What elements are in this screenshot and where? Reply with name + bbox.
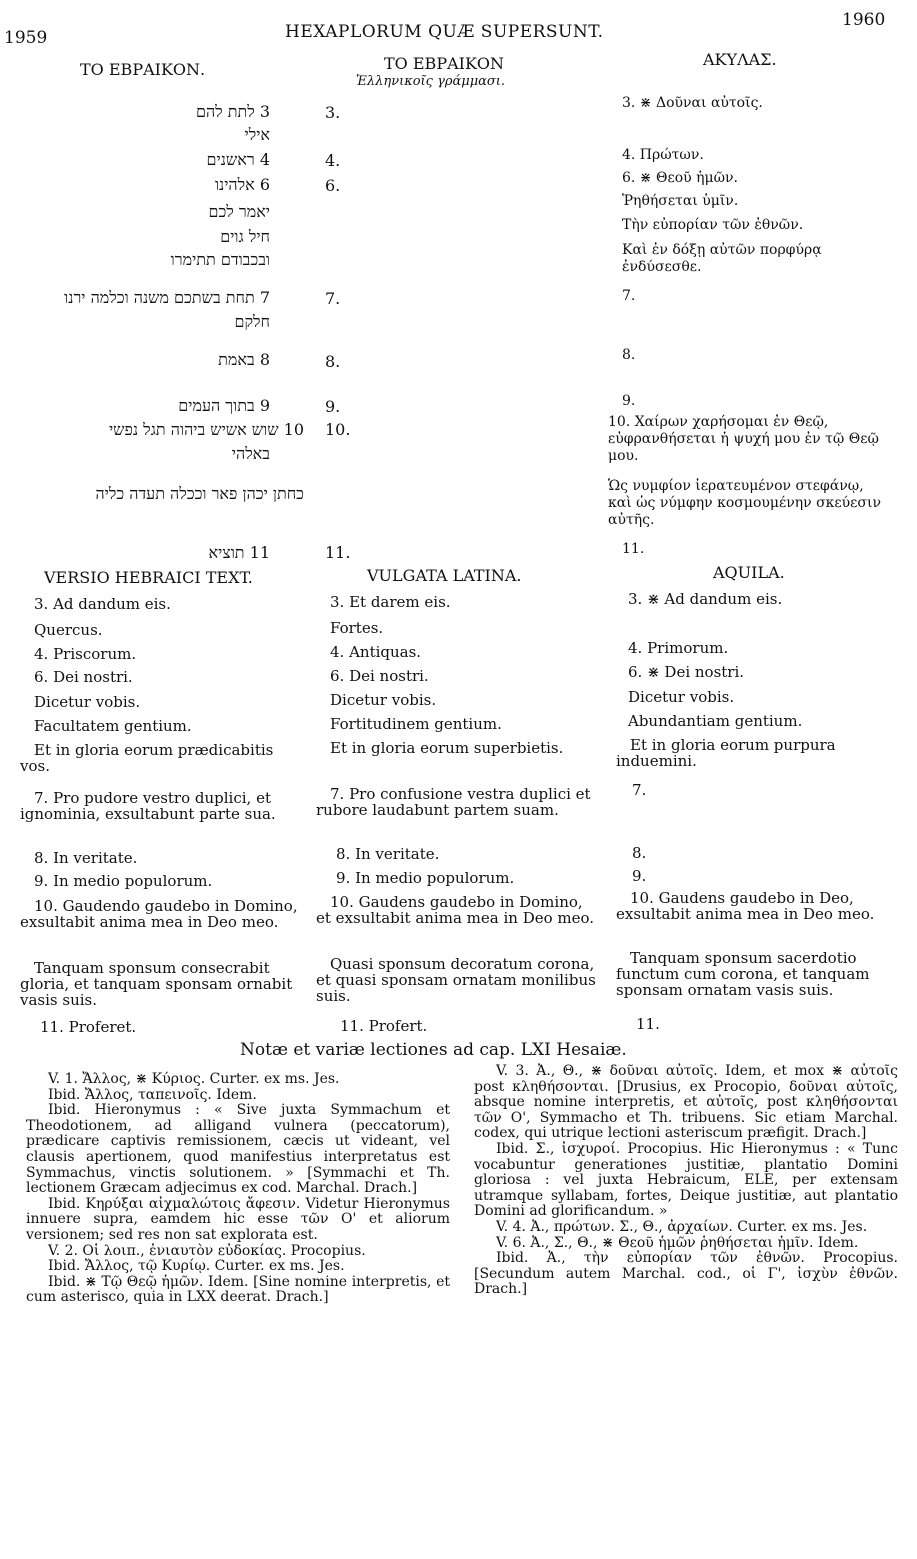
vulgata-line: 7. Pro confusione vestra duplici et rubore laudabunt partem suam.: [316, 785, 591, 819]
vulgata-line: 3. Et darem eis.: [330, 593, 451, 611]
note-paragraph: V. 2. Οἱ λοιπ., ἐνιαυτὸν εὐδοκίας. Procopius.: [48, 1242, 366, 1259]
note-paragraph: Ibid. ⋇ Τῷ Θεῷ ἡμῶν. Idem. [Sine nomine interpretis, et cum asterisco, quia in LXX deerat. Drach.]: [26, 1273, 450, 1306]
vulgata-line: Et in gloria eorum superbietis.: [330, 739, 564, 757]
aquila-greek-line: 3. ⋇ Δοῦναι αὐτοῖς.: [622, 95, 763, 111]
note-paragraph: Ibid. Hieronymus : « Sive juxta Symmachum et Theodotionem, ad alligand vulnera (peccatorum), prædicare captivis remissionem, cæcis ut videant, vel clausis apertionem, quod manifestius interpretatus est Symmachus, vinctis solutionem. » [Symmachi et Th. lectionem Græcam adjecimus ex cod. Marchal. Drach.]: [26, 1102, 450, 1197]
note-paragraph: Ibid. Σ., ἰσχυροί. Procopius. Hic Hieronymus : « Tunc vocabuntur generationes justitiæ, plantatio Domini gloriosa : vel juxta Hebraicum, ELE, per extensam utramque syllabam, fortes, Deique justitiæ, aut plantatio Domini ad glorificandum. »: [474, 1140, 898, 1220]
note-paragraph: Ibid. Ἄλλος, τῷ Κυρίῳ. Curter. ex ms. Jes.: [48, 1258, 345, 1275]
versio-line: Quercus.: [34, 621, 103, 639]
translit-verse-number: 8.: [325, 352, 341, 371]
vulgata-line: 10. Gaudens gaudebo in Domino, et exsultabit anima mea in Deo meo.: [316, 893, 595, 927]
aquila-greek-line: 8.: [622, 347, 636, 363]
aquila-greek-line: 11.: [622, 541, 645, 557]
versio-line: 10. Gaudendo gaudebo in Domino, exsultabit anima mea in Deo meo.: [20, 897, 298, 931]
aquila-greek-line: 7.: [622, 288, 636, 304]
notes-left-column: [26, 1072, 450, 1306]
versio-line: 3. Ad dandum eis.: [34, 595, 171, 613]
aquila-latin-column-head: AQUILA.: [713, 563, 785, 582]
hebrew-column-head: ΤΟ ΕΒΡΑΙΚΟΝ.: [80, 60, 206, 79]
vulgata-line: 4. Antiquas.: [330, 643, 422, 661]
hebrew-line: 10 שוש אשיש ביהוה תגל נפשי: [108, 420, 304, 439]
aquila-latin-line: Abundantiam gentium.: [628, 712, 803, 730]
aquila-latin-line: Tanquam sponsum sacerdotio functum cum corona, et tanquam sponsam ornatam vasis suis.: [616, 949, 870, 999]
vulgata-line: 9. In medio populorum.: [336, 869, 515, 887]
versio-line: 7. Pro pudore vestro duplici, et ignominia, exsultabunt parte sua.: [20, 789, 276, 823]
hebrew-line: 11 תוציא: [208, 543, 270, 562]
translit-verse-number: 3.: [325, 103, 341, 122]
aquila-latin-line: 10. Gaudens gaudebo in Deo, exsultabit anima mea in Deo meo.: [616, 889, 875, 923]
vulgata-line: Fortitudinem gentium.: [330, 715, 502, 733]
hebrew-line: יאמר לכם: [208, 202, 270, 221]
versio-line: 9. In medio populorum.: [34, 872, 213, 890]
aquila-latin-line: 8.: [632, 844, 647, 862]
translit-verse-number: 7.: [325, 289, 341, 308]
translit-verse-number: 6.: [325, 176, 341, 195]
note-paragraph: V. 6. Ἀ., Σ., Θ., ⋇ Θεοῦ ἡμῶν ῥηθήσεται ἡμῖν. Idem.: [496, 1234, 859, 1251]
vulgata-column-head: VULGATA LATINA.: [367, 566, 522, 585]
hebrew-line: כחתן יכהן פאר וככלה תעדה כליה: [95, 484, 304, 503]
aquila-latin-line: 7.: [632, 781, 647, 799]
aquila-latin-line: 6. ⋇ Dei nostri.: [628, 663, 745, 681]
aquila-greek-line: 4. Πρώτων.: [622, 147, 704, 163]
vulgata-line: 6. Dei nostri.: [330, 667, 429, 685]
versio-line: 11. Proferet.: [40, 1018, 137, 1036]
aquila-greek-line: Ῥηθήσεται ὑμῖν.: [622, 193, 739, 209]
translit-column-subhead: Ἑλληνικοῖς γράμμασι.: [356, 74, 506, 89]
versio-line: 4. Priscorum.: [34, 645, 137, 663]
notes-title: Notæ et variæ lectiones ad cap. LXI Hesaiæ.: [240, 1040, 627, 1060]
hebrew-line: 6 אלהינו: [214, 175, 270, 194]
translit-verse-number: 10.: [325, 420, 351, 439]
hebrew-line: ובכבודם תתימרו: [170, 250, 270, 269]
hebrew-line: באלהי: [231, 444, 270, 463]
aquila-latin-line: 4. Primorum.: [628, 639, 729, 657]
versio-line: 6. Dei nostri.: [34, 668, 133, 686]
versio-line: 8. In veritate.: [34, 849, 138, 867]
vulgata-line: Fortes.: [330, 619, 384, 637]
hebrew-line: חיל גוים: [220, 227, 270, 246]
aquila-greek-line: Ὡς νυμφίον ἱερατευμένον στεφάνῳ, καὶ ὡς νύμφην κοσμουμένην σκεύεσιν αὐτῆς.: [608, 478, 881, 528]
vulgata-line: Dicetur vobis.: [330, 691, 437, 709]
page-number-left: 1959: [4, 28, 48, 48]
aquila-greek-line: Καὶ ἐν δόξῃ αὐτῶν πορφύρᾳ ἐνδύσεσθε.: [622, 242, 822, 275]
note-paragraph: V. 4. Ἀ., πρώτων. Σ., Θ., ἀρχαίων. Curter. ex ms. Jes.: [496, 1218, 868, 1235]
vulgata-line: 8. In veritate.: [336, 845, 440, 863]
vulgata-line: 11. Profert.: [340, 1017, 428, 1035]
translit-verse-number: 4.: [325, 151, 341, 170]
aquila-column-head: ΑΚΥΛΑΣ.: [703, 50, 777, 69]
running-title: HEXAPLORUM QUÆ SUPERSUNT.: [285, 22, 604, 42]
hebrew-line: 8 באמת: [218, 350, 270, 369]
aquila-greek-line: Τὴν εὐπορίαν τῶν ἐθνῶν.: [622, 217, 804, 233]
translit-verse-number: 9.: [325, 397, 341, 416]
hebrew-line: 9 בתוך העמים: [178, 396, 270, 415]
hebrew-line: 3 לתת להם: [195, 102, 270, 121]
versio-line: Tanquam sponsum consecrabit gloria, et tanquam sponsam ornabit vasis suis.: [20, 959, 293, 1009]
versio-column-head: VERSIO HEBRAICI TEXT.: [44, 568, 253, 587]
hebrew-line: חלקם: [234, 312, 270, 331]
hebrew-line: 4 ראשנים: [206, 150, 270, 169]
translit-column-head: ΤΟ ΕΒΡΑΙΚΟΝ: [384, 54, 505, 73]
versio-line: Dicetur vobis.: [34, 693, 141, 711]
aquila-latin-line: 9.: [632, 867, 647, 885]
aquila-latin-line: Dicetur vobis.: [628, 688, 735, 706]
aquila-greek-line: 9.: [622, 393, 636, 409]
note-paragraph: Ibid. Κηρύξαι αἰχμαλώτοις ἄφεσιν. Videtur Hieronymus innuere supra, eamdem hic esse τῶν Ο' et aliorum versionem; sed res non sat explorata est.: [26, 1195, 450, 1243]
aquila-latin-line: Et in gloria eorum purpura induemini.: [616, 736, 836, 770]
page-number-right: 1960: [842, 10, 886, 30]
vulgata-line: Quasi sponsum decoratum corona, et quasi sponsam ornatam monilibus suis.: [316, 955, 596, 1005]
hebrew-line: 7 תחת בשתכם משנה וכלמה ירנו: [64, 288, 270, 307]
note-paragraph: Ibid. Ἀ., τὴν εὐπορίαν τῶν ἐθνῶν. Procopius. [Secundum autem Marchal. cod., οἱ Γ', ἰσχὺν ἐθνῶν. Drach.]: [474, 1250, 898, 1298]
note-paragraph: V. 3. Ἀ., Θ., ⋇ δοῦναι αὐτοῖς. Idem, et mox ⋇ αὐτοῖς post κληθήσονται. [Drusius, ex Procopio, δοῦναι αὐτοῖς, absque nomine interpretis, et αὐτοῖς, post κληθήσονται τῶν Ο', Symmacho et Th. tribuens. Sic etiam Marchal. codex, qui utrique lectioni asteriscum præfigit. Drach.]: [474, 1063, 898, 1142]
hebrew-line: אילי: [244, 125, 270, 144]
aquila-latin-line: 3. ⋇ Ad dandum eis.: [628, 590, 783, 608]
aquila-greek-line: 6. ⋇ Θεοῦ ἡμῶν.: [622, 170, 738, 186]
aquila-latin-line: 11.: [636, 1015, 660, 1033]
notes-right-column: [474, 1064, 898, 1298]
aquila-greek-line: 10. Χαίρων χαρήσομαι ἐν Θεῷ, εὐφρανθήσεται ἡ ψυχή μου ἐν τῷ Θεῷ μου.: [608, 414, 879, 464]
versio-line: Et in gloria eorum prædicabitis vos.: [20, 741, 274, 775]
translit-verse-number: 11.: [325, 543, 351, 562]
versio-line: Facultatem gentium.: [34, 717, 192, 735]
note-paragraph: V. 1. Ἄλλος, ⋇ Κύριος. Curter. ex ms. Jes.: [48, 1071, 340, 1087]
note-paragraph: Ibid. Ἄλλος, ταπεινοῖς. Idem.: [48, 1086, 257, 1103]
